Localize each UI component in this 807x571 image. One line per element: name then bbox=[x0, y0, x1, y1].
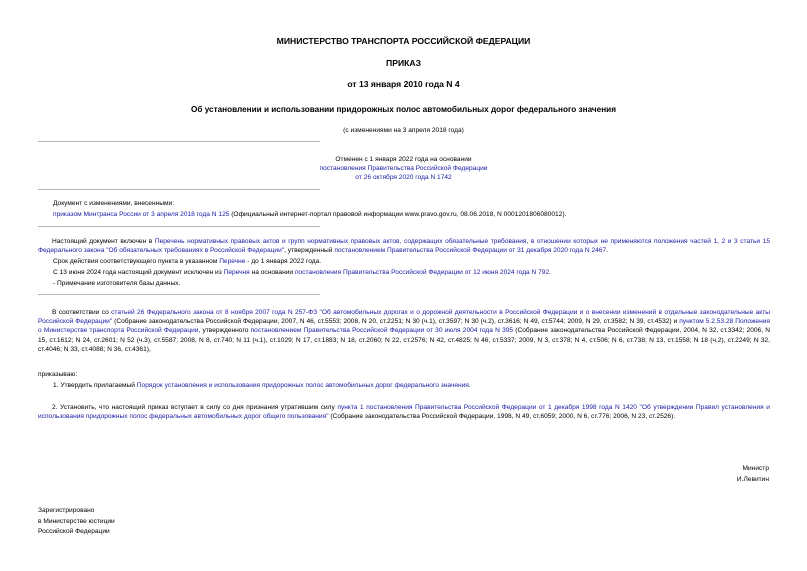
changes-label: Документ с изменениями, внесенными: bbox=[53, 200, 175, 207]
list-link[interactable]: Перечень нормативных правовых актов и групп нормативных правовых актов, содержащих обязательные требования, в отношении которых не применяются положения частей 1, 2 и 3 статьи 15 Федерального закона "Об обязательных требованиях в Российской Федерации" bbox=[38, 238, 770, 255]
notice-paragraph-1: Настоящий документ включен в Перечень нормативных правовых актов и групп нормативных правовых актов, содержащих обязательные требования, в отношении которых не применяются положения частей 1, 2 и 3 статьи 15 Федерального закона "Об обязательных требованиях в Российской Федерации", утвержденный постановлением Правительства Российской Федерации от 31 декабря 2020 года N 2467. bbox=[38, 238, 770, 255]
notice-paragraph-2: Срок действия соответствующего пункта в указанном Перечне - до 1 января 2022 года. bbox=[53, 258, 322, 265]
resolution-1420-link[interactable]: пункта 1 постановления Правительства Российской Федерации от 1 декабря 1998 года N 1420 "Об утверждении Правил установления и использования придорожных полос федеральных автомобильных дорог общего пользования" bbox=[38, 404, 770, 421]
cancelled-link-1[interactable]: постановления Правительства Российской Федерации bbox=[319, 165, 488, 172]
divider bbox=[38, 189, 320, 190]
signature-name: И.Левитин bbox=[736, 476, 769, 483]
document-title: Об установлении и использовании придорожных полос автомобильных дорог федерального значения bbox=[191, 105, 616, 114]
cancelled-link-2[interactable]: от 26 октября 2020 года N 1742 bbox=[355, 174, 452, 181]
federal-law-link[interactable]: статьей 26 Федерального закона от 8 ноября 2007 года N 257-ФЗ "Об автомобильных дорогах и о дорожной деятельности в Российской Федерации и о внесении изменений в отдельные законодательные акты Российской Федерации" bbox=[38, 309, 770, 326]
registration-line-1: Зарегистрировано bbox=[38, 507, 95, 514]
amendments-note: (с изменениями на 3 апреля 2018 года) bbox=[343, 127, 464, 134]
order-item-1: 1. Утвердить прилагаемый Порядок установления и использования придорожных полос автомобильных дорог федерального значения. bbox=[53, 382, 471, 389]
changes-source: (Официальный интернет-портал правовой информации www.pravo.gov.ru, 08.06.2018, N 0001201806080012). bbox=[229, 211, 567, 218]
signature-position: Министр bbox=[742, 465, 769, 472]
cancelled-line-1: Отменен с 1 января 2022 года на основании bbox=[335, 156, 472, 163]
divider bbox=[38, 141, 320, 142]
ministry-regulation-link[interactable]: пунктом 5.2.53.28 Положения о Министерстве транспорта Российской Федерации bbox=[38, 318, 770, 335]
resolution-2467-link[interactable]: постановлением Правительства Российской Федерации от 31 декабря 2020 года N 2467 bbox=[334, 247, 607, 255]
changes-order-link[interactable]: приказом Минтранса России от 3 апреля 2018 года N 125 bbox=[53, 211, 230, 218]
divider bbox=[38, 294, 320, 295]
doc-type-heading: ПРИКАЗ bbox=[386, 58, 421, 68]
resolution-792-link[interactable]: постановления Правительства Российской Федерации от 12 июня 2024 года N 792 bbox=[294, 269, 550, 276]
procedure-link[interactable]: Порядок установления и использования придорожных полос автомобильных дорог федерального значения bbox=[136, 382, 469, 389]
db-note: - Примечание изготовителя базы данных. bbox=[53, 280, 181, 287]
resolution-395-link[interactable]: постановлением Правительства Российской Федерации от 30 июля 2004 года N 395 bbox=[250, 327, 514, 335]
preamble-paragraph: В соответствии со статьей 26 Федерального закона от 8 ноября 2007 года N 257-ФЗ "Об автомобильных дорогах и о дорожной деятельности в Российской Федерации и о внесении изменений в отдельные законодательные акты Российской Федерации" (Собрание законодательства Российской Федерации, 2007, N 46, ст.5553; 2008, N 20, ст.2251; N 30 (ч.1), ст.3597; N 30 (ч.2), ст.3616; N 49, ст.5744; 2009, N 29, ст.3582; N 39, ст.4532) и пунктом 5.2.53.28 Положения о Министерстве транспорта Российской Федерации, утвержденного постановлением Правительства Российской Федерации от 30 июля 2004 года N 395 (Собрание законодательства Российской Федерации, 2004, N 32, ст.3342; 2006, N 15, ст.1612; N 24, ст.2601; N 52 (ч.3), ст.5587; 2008, N 8, ст.740; N 11 (ч.1), ст.1029; N 17, ст.1883; N 18, ст.2060; N 22, ст.2576; N 42, ст.4825; N 46, ст.5337; 2009, N 3, ст.378; N 4, ст.506; N 6, ст.738; N 13, ст.1558; N 18 (ч.2), ст.2249; N 32, ст.4046; N 33, ст.4088; N 36, ст.4361), bbox=[38, 309, 770, 353]
ministry-heading: МИНИСТЕРСТВО ТРАНСПОРТА РОССИЙСКОЙ ФЕДЕРАЦИИ bbox=[276, 36, 531, 46]
list-short-link[interactable]: Перечне bbox=[219, 258, 246, 265]
orders-word: приказываю: bbox=[38, 371, 78, 378]
notice-paragraph-3: С 13 июня 2024 года настоящий документ исключен из Перечня на основании постановления Правительства Российской Федерации от 12 июня 2024 года N 792. bbox=[53, 269, 551, 276]
registration-line-3: Российской Федерации bbox=[38, 528, 110, 535]
date-number-heading: от 13 января 2010 года N 4 bbox=[347, 79, 460, 89]
list-exclusion-link[interactable]: Перечня bbox=[223, 269, 250, 276]
changes-line bbox=[53, 210, 773, 219]
registration-line-2: в Министерстве юстиции bbox=[38, 518, 115, 525]
order-item-2: 2. Установить, что настоящий приказ вступает в силу со дня признания утратившим силу пункта 1 постановления Правительства Российской Федерации от 1 декабря 1998 года N 1420 "Об утверждении Правил установления и использования придорожных полос федеральных автомобильных дорог общего пользования" (Собрание законодательства Российской Федерации, 1998, N 49, ст.6059; 2000, N 6, ст.776; 2006, N 23, ст.2526). bbox=[38, 404, 770, 421]
divider bbox=[38, 226, 320, 227]
